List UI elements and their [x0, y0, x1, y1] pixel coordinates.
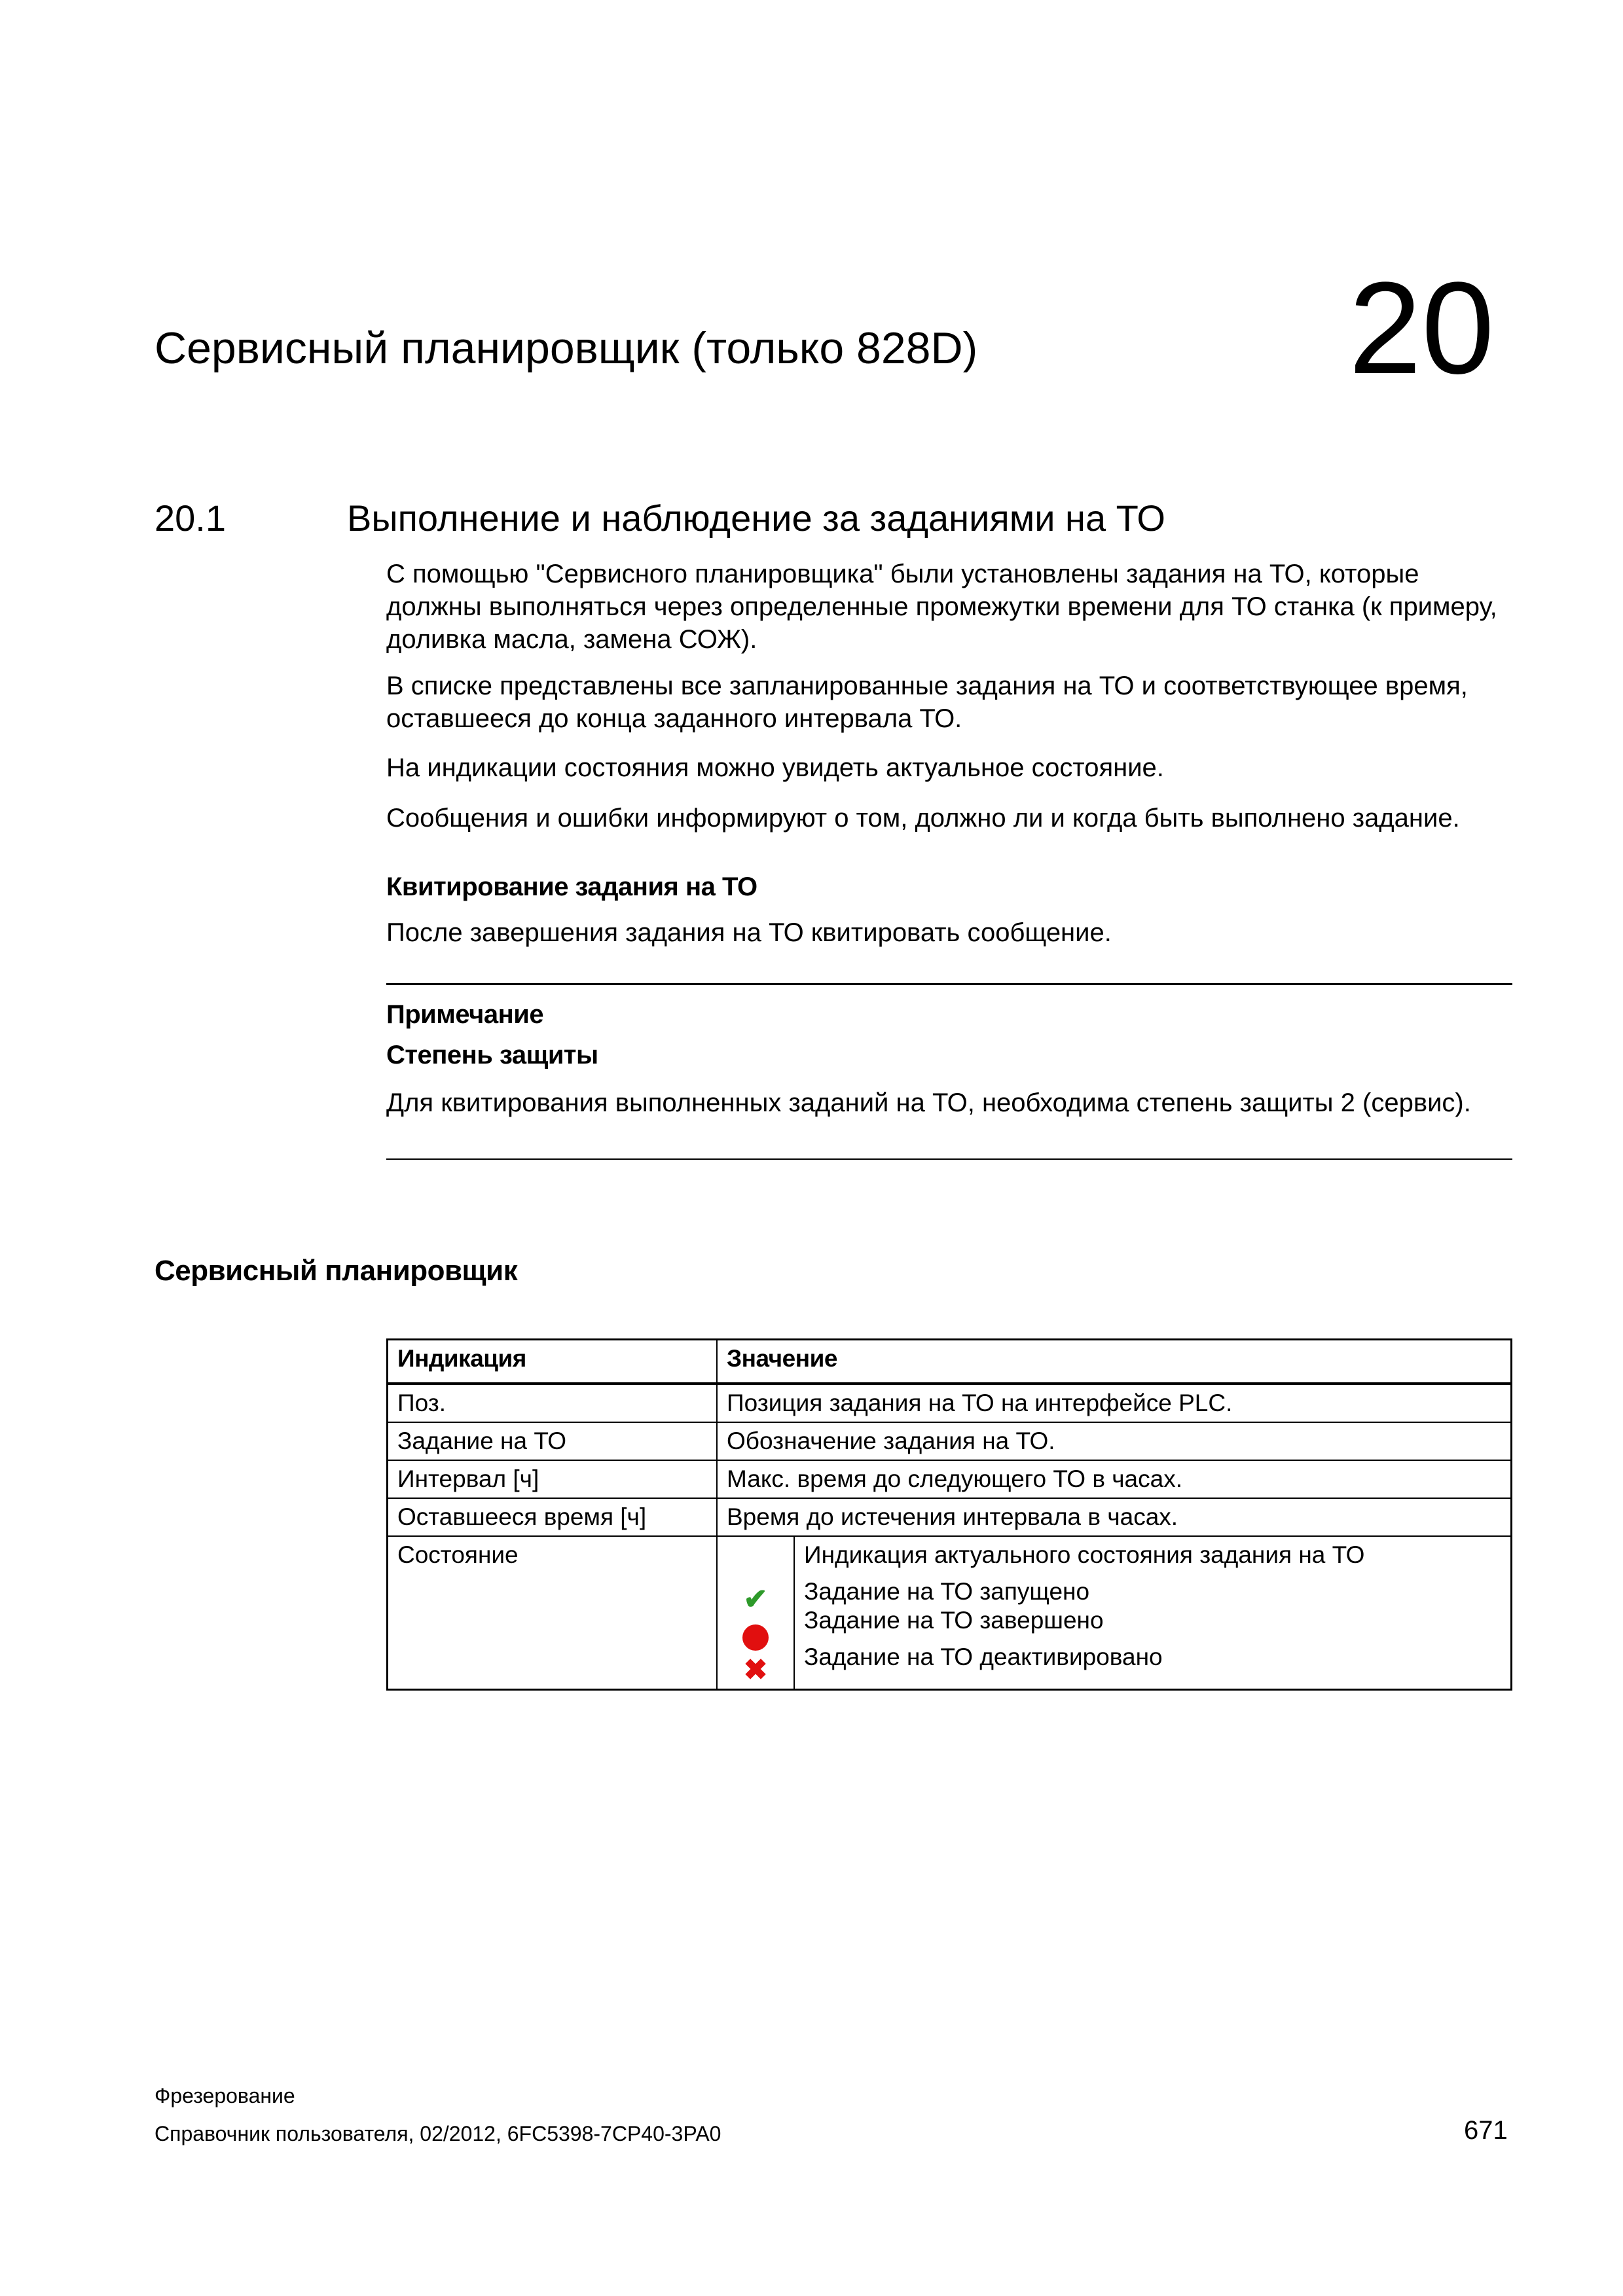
cell-indication: Задание на ТО — [388, 1422, 718, 1460]
cell-meaning: Обозначение задания на ТО. — [717, 1422, 1512, 1460]
table-row — [388, 1384, 1512, 1422]
cross-icon: ✖ — [743, 1654, 768, 1686]
check-icon: ✔ — [743, 1583, 768, 1615]
header-indication: Индикация — [388, 1340, 718, 1384]
red-dot-icon — [718, 1621, 793, 1652]
table-row — [388, 1422, 1512, 1460]
note-label: Примечание — [386, 1000, 544, 1029]
state-intro: Индикация актуального состояния задания на ТО — [804, 1541, 1365, 1568]
list-paragraph: В списке представлены все запланированные задания на ТО и соответствующее время, оставшееся до конца заданного интервала ТО. — [386, 672, 1468, 733]
cell-indication: Интервал [ч] — [388, 1460, 718, 1498]
acknowledge-heading: Квитирование задания на ТО — [386, 872, 757, 901]
table-row — [388, 1460, 1512, 1498]
table-header-row — [388, 1340, 1512, 1384]
state-paragraph: На индикации состояния можно увидеть актуальное состояние. — [386, 753, 1164, 782]
section-title: Выполнение и наблюдение за заданиями на ТО — [347, 497, 1165, 539]
table-heading: Сервисный планировщик — [155, 1255, 518, 1287]
note-subtitle: Степень защиты — [386, 1041, 598, 1069]
chapter-number: 20 — [1349, 255, 1495, 401]
section-number: 20.1 — [155, 497, 226, 539]
cell-meaning: Время до истечения интервала в часах. — [717, 1498, 1512, 1536]
cell-meaning: Макс. время до следующего ТО в часах. — [717, 1460, 1512, 1498]
info-table — [386, 1338, 1512, 1691]
cell-indication: Оставшееся время [ч] — [388, 1498, 718, 1536]
state-icons-cell — [717, 1536, 794, 1690]
note-text: Для квитирования выполненных заданий на ТО, необходима степень защиты 2 (сервис). — [386, 1088, 1471, 1117]
cell-meaning: Позиция задания на ТО на интерфейсе PLC. — [717, 1384, 1512, 1422]
messages-paragraph: Сообщения и ошибки информируют о том, должно ли и когда быть выполнено задание. — [386, 804, 1460, 833]
cell-state-label: Состояние — [388, 1536, 718, 1690]
table-row — [388, 1498, 1512, 1536]
note-box — [386, 983, 1512, 1160]
state-started: Задание на ТО запущено — [804, 1578, 1090, 1605]
cell-indication: Поз. — [388, 1384, 718, 1422]
chapter-title: Сервисный планировщик (только 828D) — [155, 323, 978, 373]
state-descriptions-cell — [794, 1536, 1512, 1690]
acknowledge-text: После завершения задания на ТО квитировать сообщение. — [386, 918, 1112, 947]
table-row-state — [388, 1536, 1512, 1690]
intro-paragraph: С помощью "Сервисного планировщика" были установлены задания на ТО, которые должны выполняться через определенные промежутки времени для ТО станка (к примеру, доливка масла, замена СОЖ). — [386, 560, 1497, 654]
footer-reference: Справочник пользователя, 02/2012, 6FC5398-7CP40-3PA0 — [155, 2122, 721, 2145]
page-number: 671 — [1464, 2116, 1508, 2145]
state-completed: Задание на ТО завершено — [804, 1607, 1104, 1634]
state-deactivated: Задание на ТО деактивировано — [804, 1643, 1163, 1670]
header-meaning: Значение — [717, 1340, 1512, 1384]
footer-document: Фрезерование — [155, 2084, 295, 2108]
